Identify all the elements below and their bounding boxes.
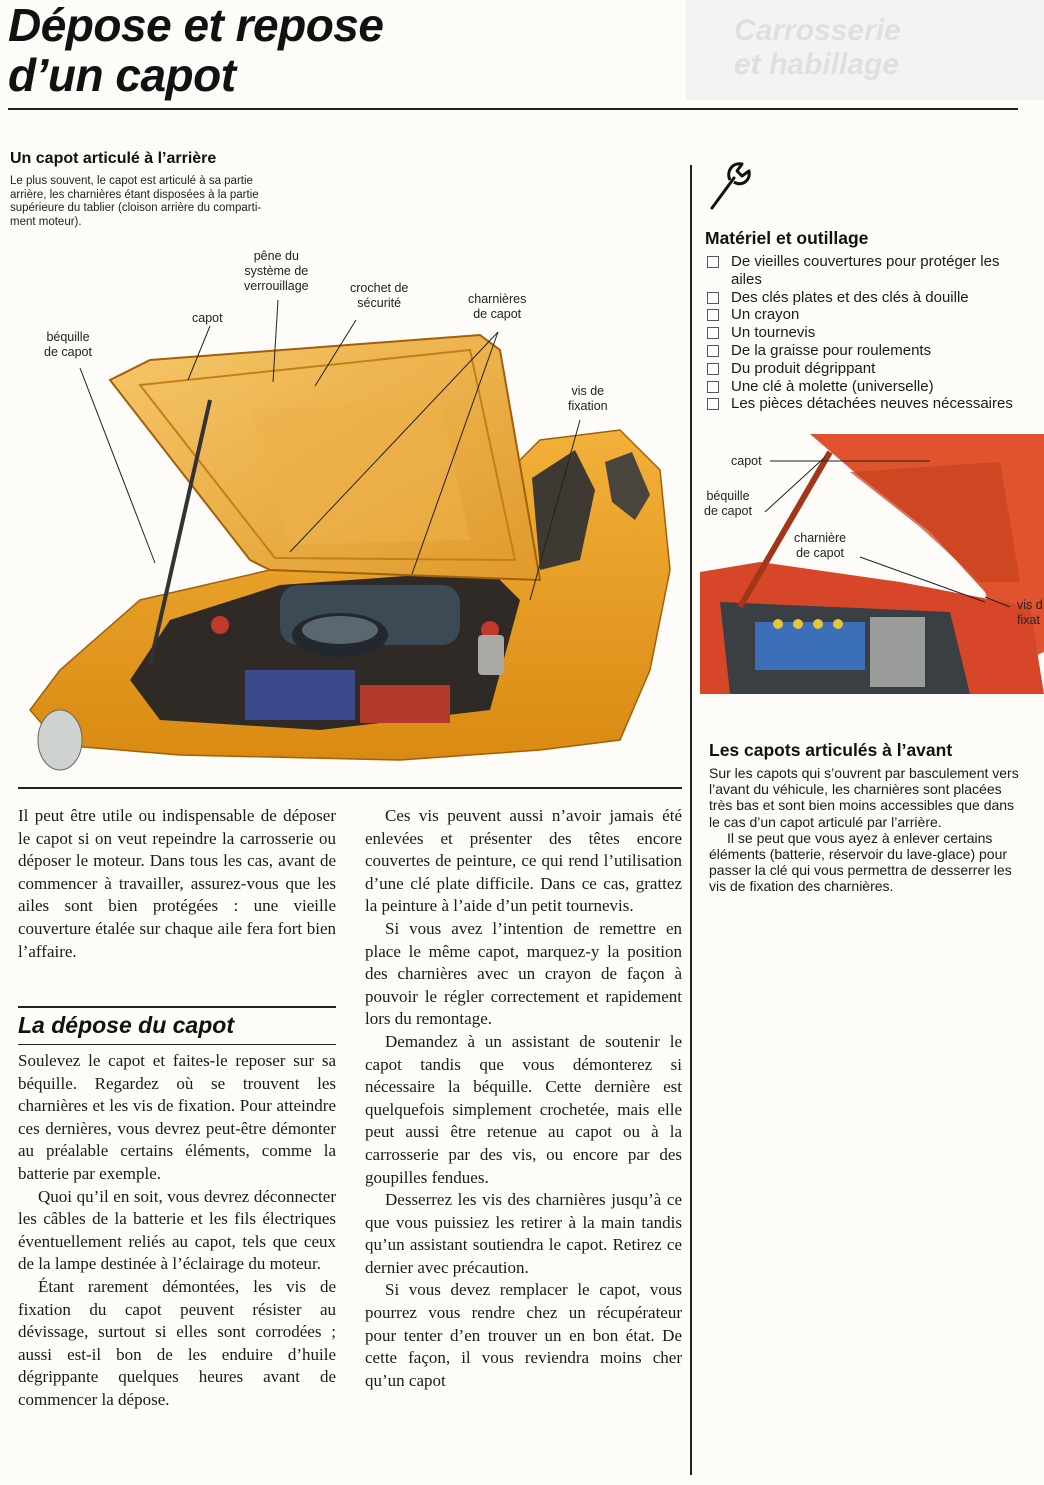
paragraph: Si vous devez remplacer le capot, vous pourrez vous rendre chez un récupérateur pour tenter d’en trouver un en bon état. De cette façon, il vous reviendra moins cher qu’un capot xyxy=(365,1280,682,1390)
paragraph: Si vous avez l’intention de remettre en place le même capot, marquez-y la position des charnières avec un crayon de façon à pouvoir le régler correctement et rapidement lors du remontage. xyxy=(365,918,682,1029)
checkbox-icon xyxy=(707,398,719,410)
title-line-1: Dépose et repose xyxy=(8,0,384,51)
list-item-text: Des clés plates et des clés à douille xyxy=(731,288,969,306)
checkbox-icon xyxy=(707,327,719,339)
checkbox-icon xyxy=(707,292,719,304)
red-label-charniere xyxy=(794,531,846,561)
list-item-text: Un crayon xyxy=(731,306,800,324)
red-label-bequille xyxy=(704,489,752,519)
materiel-heading: Matériel et outillage xyxy=(705,228,869,248)
page-title xyxy=(8,0,528,100)
checkbox-icon xyxy=(707,309,719,321)
red-label-vis xyxy=(1017,598,1043,628)
label-text: vis de xyxy=(571,384,605,398)
checkbox-icon xyxy=(707,256,719,268)
ghost-section-header xyxy=(686,0,1044,100)
list-item-text: Du produit dégrippant xyxy=(731,359,876,377)
list-item-text: De vieilles couvertures pour protéger les ailes xyxy=(731,253,1000,288)
subheading-rule xyxy=(18,1006,336,1008)
intro-line: ment moteur). xyxy=(10,215,82,228)
list-item-text: De la graisse pour roulements xyxy=(731,341,932,359)
list-item xyxy=(705,289,1030,307)
label-crochet xyxy=(350,281,408,311)
paragraph: Étant rarement démontées, les vis de fixation du capot peuvent résister au dévissage, surtout si elles sont corrodées ; aussi est-il bon de les enduire d’huile dégrippante quelques heures avant de commencer la dépose. xyxy=(18,1276,336,1409)
intro-line: Le plus souvent, le capot est articulé à sa partie xyxy=(10,175,253,187)
label-text: charnière xyxy=(794,531,847,545)
label-text: de capot xyxy=(796,546,845,560)
label-text: sécurité xyxy=(357,296,402,310)
paragraph: Ces vis peuvent aussi n’avoir jamais été enlevées et présenter des têtes encore couvertes de peinture, ce qui rend l’utilisation d’une clé plate difficile. Dans ce cas, grattez la peinture à l’aide d’un petit tournevis. xyxy=(365,806,682,916)
avant-heading: Les capots articulés à l’avant xyxy=(709,740,953,760)
label-charnieres xyxy=(468,292,526,322)
checkbox-icon xyxy=(707,345,719,357)
list-item-text: Les pièces détachées neuves nécessaires xyxy=(731,395,1013,413)
list-item xyxy=(705,360,1030,378)
paragraph: Demandez à un assistant de soutenir le capot tandis que vous démonterez si nécessaire la béquille. Cette dernière est quelquefois simplement crochetée, mais elle peut aussi être retenue au capot ou à la carrosserie par des vis, ou encore par des goupilles fendues. xyxy=(365,1031,682,1187)
label-capot: capot xyxy=(192,311,223,325)
title-line-2: d’un capot xyxy=(8,49,236,101)
car-hood-illustration xyxy=(20,240,680,785)
paragraph: Il se peut que vous ayez à enlever certains éléments (batterie, réservoir du lave-glace) pour passer la clé qui vous permettra de desserrer les vis de fixation des charnières. xyxy=(709,829,1012,895)
paragraph: Desserrez les vis des charnières jusqu’à ce que vous puissiez les retirer à la main tandis qu’un assistant soutiendra le capot. Retirez ce dernier avec précaution. xyxy=(365,1190,682,1277)
ghost-line-2: et habillage xyxy=(734,48,900,81)
wrench-icon xyxy=(706,160,752,212)
sidebar-rule xyxy=(690,165,692,1475)
label-text: fixation xyxy=(568,399,608,413)
label-text: charnières xyxy=(468,292,527,306)
label-text: béquille xyxy=(706,489,750,503)
list-item-text: Une clé à molette (universelle) xyxy=(731,377,934,395)
label-text: vis d xyxy=(1017,598,1043,612)
list-item xyxy=(705,324,1030,342)
list-item xyxy=(705,253,1030,289)
intro-line: supérieure du tablier (cloison arrière du comparti- xyxy=(10,202,262,214)
list-item xyxy=(705,378,1030,396)
label-text: de capot xyxy=(44,345,92,359)
avant-text xyxy=(709,765,1027,895)
intro-text xyxy=(10,175,340,229)
paragraph: Soulevez le capot et faites-le reposer sur sa béquille. Regardez où se trouvent les charnières et les vis de fixation. Pour atteindre ces dernières, vous devrez peut-être démonter au préalable certains éléments, comme la batterie par exemple. xyxy=(18,1051,336,1183)
red-label-capot: capot xyxy=(731,454,762,468)
intro-heading: Un capot articulé à l’arrière xyxy=(10,150,217,167)
list-item xyxy=(705,306,1030,324)
col2-body xyxy=(365,805,682,1392)
subheading-underline xyxy=(18,1044,336,1045)
front-hinged-hood-illustration xyxy=(700,432,1044,694)
list-item xyxy=(705,342,1030,360)
paragraph: Il peut être utile ou indispensable de déposer le capot si on veut repeindre la carrosserie ou déposer le moteur. Dans tous les cas, avant de commencer à travailler, assurez-vous que les ailes sont bien protégées : une vieille couverture étalée sur chaque aile fera fort bien l’affaire. xyxy=(18,806,336,961)
label-text: verrouillage xyxy=(244,279,309,293)
paragraph: Sur les capots qui s’ouvrent par basculement vers l’avant du véhicule, les charnières sont placées très bas et sont bien moins accessibles que dans le cas d’un capot articulé par l’arrière. xyxy=(709,765,1019,830)
label-text: de capot xyxy=(704,504,752,518)
col1-paragraph-1 xyxy=(18,805,336,963)
col1-body xyxy=(18,1050,336,1412)
ghost-line-1: Carrosserie xyxy=(734,14,901,47)
paragraph: Quoi qu’il en soit, vous devrez déconnecter les câbles de la batterie et les fils électriques éventuellement reliés au capot, tels que ceux de la lampe destinée à l’éclairage du moteur. xyxy=(18,1186,336,1274)
checkbox-icon xyxy=(707,363,719,375)
label-pene xyxy=(244,249,309,294)
label-text: de capot xyxy=(473,307,522,321)
subheading-depose: La dépose du capot xyxy=(18,1012,234,1038)
label-text: fixat xyxy=(1017,613,1040,627)
label-text: crochet de xyxy=(350,281,409,295)
label-text: pêne du xyxy=(253,249,299,263)
label-text: béquille xyxy=(46,330,90,344)
label-vis-fixation xyxy=(568,384,608,414)
list-item xyxy=(705,395,1030,413)
label-bequille xyxy=(44,330,92,360)
checkbox-icon xyxy=(707,381,719,393)
columns-divider xyxy=(18,787,682,789)
title-divider xyxy=(8,108,1018,110)
intro-line: arrière, les charnières étant disposées à la partie xyxy=(10,188,259,201)
materiel-list xyxy=(705,253,1030,413)
label-text: système de xyxy=(244,264,309,278)
list-item-text: Un tournevis xyxy=(731,324,816,342)
